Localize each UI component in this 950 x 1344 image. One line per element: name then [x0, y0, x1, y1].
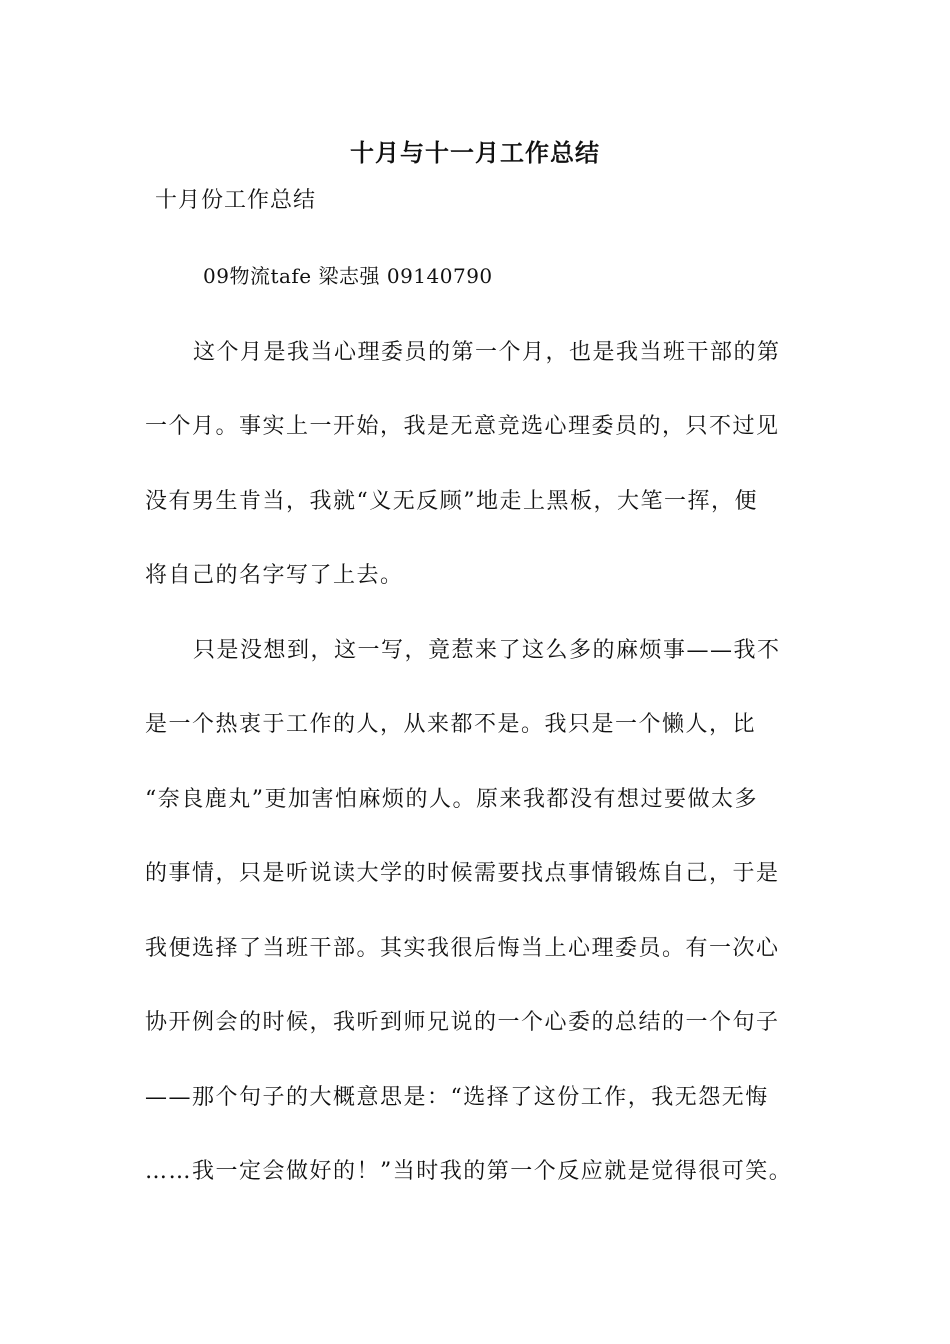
paragraph-line: 这个月是我当心理委员的第一个月，也是我当班干部的第: [193, 340, 781, 365]
paragraph-line: 的事情，只是听说读大学的时候需要找点事情锻炼自己，于是: [145, 861, 780, 886]
paragraph-line: 将自己的名字写了上去。: [145, 563, 404, 588]
paragraph-line: ——那个句子的大概意思是：“选择了这份工作，我无怨无悔: [145, 1085, 769, 1110]
paragraph-line: “奈良鹿丸”更加害怕麻烦的人。原来我都没有想过要做太多: [145, 787, 758, 812]
paragraph-line: 是一个热衷于工作的人，从来都不是。我只是一个懒人，比: [145, 712, 757, 737]
paragraph-line: 只是没想到，这一写，竟惹来了这么多的麻烦事——我不: [193, 638, 781, 663]
paragraph-line: 没有男生肯当，我就“义无反顾”地走上黑板，大笔一挥，便: [145, 489, 758, 514]
document-title: 十月与十一月工作总结: [350, 138, 600, 167]
paragraph-line: 一个月。事实上一开始，我是无意竞选心理委员的，只不过见: [145, 414, 780, 439]
paragraph-line: 我便选择了当班干部。其实我很后悔当上心理委员。有一次心: [145, 936, 780, 961]
paragraph-line: ……我一定会做好的！”当时我的第一个反应就是觉得很可笑。: [145, 1159, 793, 1184]
section-subtitle: 十月份工作总结: [155, 188, 317, 213]
paragraph-line: 协开例会的时候，我听到师兄说的一个心委的总结的一个句子: [145, 1010, 780, 1035]
author-line: 09物流tafe 梁志强 09140790: [203, 264, 493, 288]
